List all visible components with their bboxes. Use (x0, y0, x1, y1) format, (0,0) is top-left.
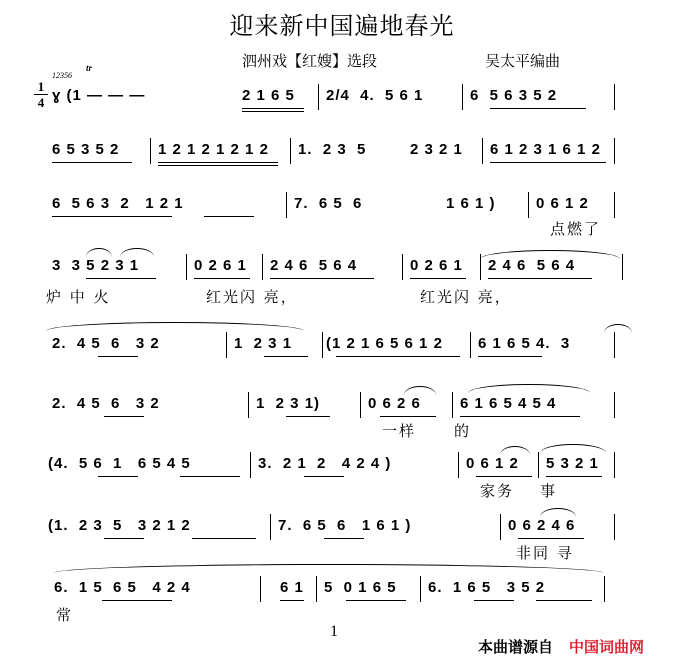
measure: 2 3 2 1 (410, 141, 463, 158)
measure: 1 6 1 ) (446, 195, 496, 212)
staff-row-5 (0, 332, 684, 392)
measure: 6 5 6 3 5 2 (470, 87, 558, 104)
measure: 0 6 2 6 (368, 395, 421, 412)
measure: 0 6 1 2 (466, 455, 519, 472)
composer-credit: 吴太平编曲 (485, 52, 561, 70)
measure: 2. 4 5 6 3 2 (52, 335, 160, 352)
staff-row-7 (0, 452, 684, 512)
staff-row-4 (0, 254, 684, 314)
measure: 3 3 5 2 3 1 (52, 257, 140, 274)
staff-row-6 (0, 392, 684, 452)
measure: 0 2 6 1 (410, 257, 463, 274)
trill-ornament: tr (86, 63, 93, 73)
measure: 0 6 2 4 6 (508, 517, 576, 534)
song-title: 迎来新中国遍地春光 (229, 12, 455, 40)
measure: 7. 6 5 6 1 6 1 ) (278, 517, 412, 534)
staff-row-3 (0, 192, 684, 252)
lyric: 点燃了 (550, 220, 602, 238)
measure: 2 4 6 5 6 4 (488, 257, 576, 274)
opera-subtitle: 泗州戏【红嫂】选段 (242, 52, 378, 70)
measure: 2 4 6 5 6 4 (270, 257, 358, 274)
meter-top: 1 (37, 79, 45, 94)
source-site-link[interactable]: 中国词曲网 (569, 638, 645, 656)
staff-row-1 (0, 84, 684, 144)
measure: 6 5 6 3 2 1 2 1 (52, 195, 184, 212)
measure: 1 2 3 1 (234, 335, 293, 352)
lyric: 常 (56, 606, 74, 624)
lyric: 事 (540, 482, 558, 500)
lyric: 非同 寻 (516, 544, 574, 562)
lyric: 红光闪 亮， (420, 288, 512, 306)
grace-notes: 12356 (52, 71, 72, 80)
measure: 6 1 2 3 1 6 1 2 (490, 141, 601, 158)
lyric: 炉 中 火 (46, 288, 111, 306)
lyric: 一样 (382, 422, 417, 440)
measure: (1 2 1 6 5 6 1 2 (326, 335, 443, 352)
measure: 6. 1 6 5 3 5 2 (428, 579, 546, 596)
measure: 2/4 4. 5 6 1 (326, 87, 424, 104)
measure: 6. 1 5 6 5 4 2 4 (54, 579, 191, 596)
measure: 0 2 6 1 (194, 257, 247, 274)
measure: (1. 2 3 5 3 2 1 2 (48, 517, 191, 534)
measure: 5 3 2 1 (546, 455, 599, 472)
measure: 3. 2 1 2 4 2 4 ) (258, 455, 392, 472)
measure: 2. 4 5 6 3 2 (52, 395, 160, 412)
measure: 5 0 1 6 5 (324, 579, 397, 596)
measure: ɣ (1 — — — (52, 87, 146, 104)
measure: 1. 2 3 5 (298, 141, 367, 158)
measure: (4. 5 6 1 6 5 4 5 (48, 455, 191, 472)
measure: 6 1 (280, 579, 304, 596)
source-attribution (478, 636, 644, 657)
lyric: 家务 (480, 482, 515, 500)
page-number: 1 (330, 623, 338, 640)
measure: 6 1 6 5 4 5 4 (460, 395, 557, 412)
measure: 1 2 1 2 1 2 1 2 (158, 141, 269, 158)
lyric: 红光闪 亮， (206, 288, 298, 306)
staff-row-9 (0, 576, 684, 636)
source-label: 本曲谱源自 (478, 638, 554, 656)
measure: 7. 6 5 6 (294, 195, 363, 212)
measure: 1 2 3 1) (256, 395, 321, 412)
measure: 6 1 6 5 4. 3 (478, 335, 571, 352)
measure: 6 5 3 5 2 (52, 141, 120, 158)
lyric: 的 (454, 422, 472, 440)
measure: 0 6 1 2 (536, 195, 589, 212)
meter-bottom: 4 (37, 95, 45, 110)
staff-row-2 (0, 138, 684, 198)
measure: 2 1 6 5 (242, 87, 295, 104)
